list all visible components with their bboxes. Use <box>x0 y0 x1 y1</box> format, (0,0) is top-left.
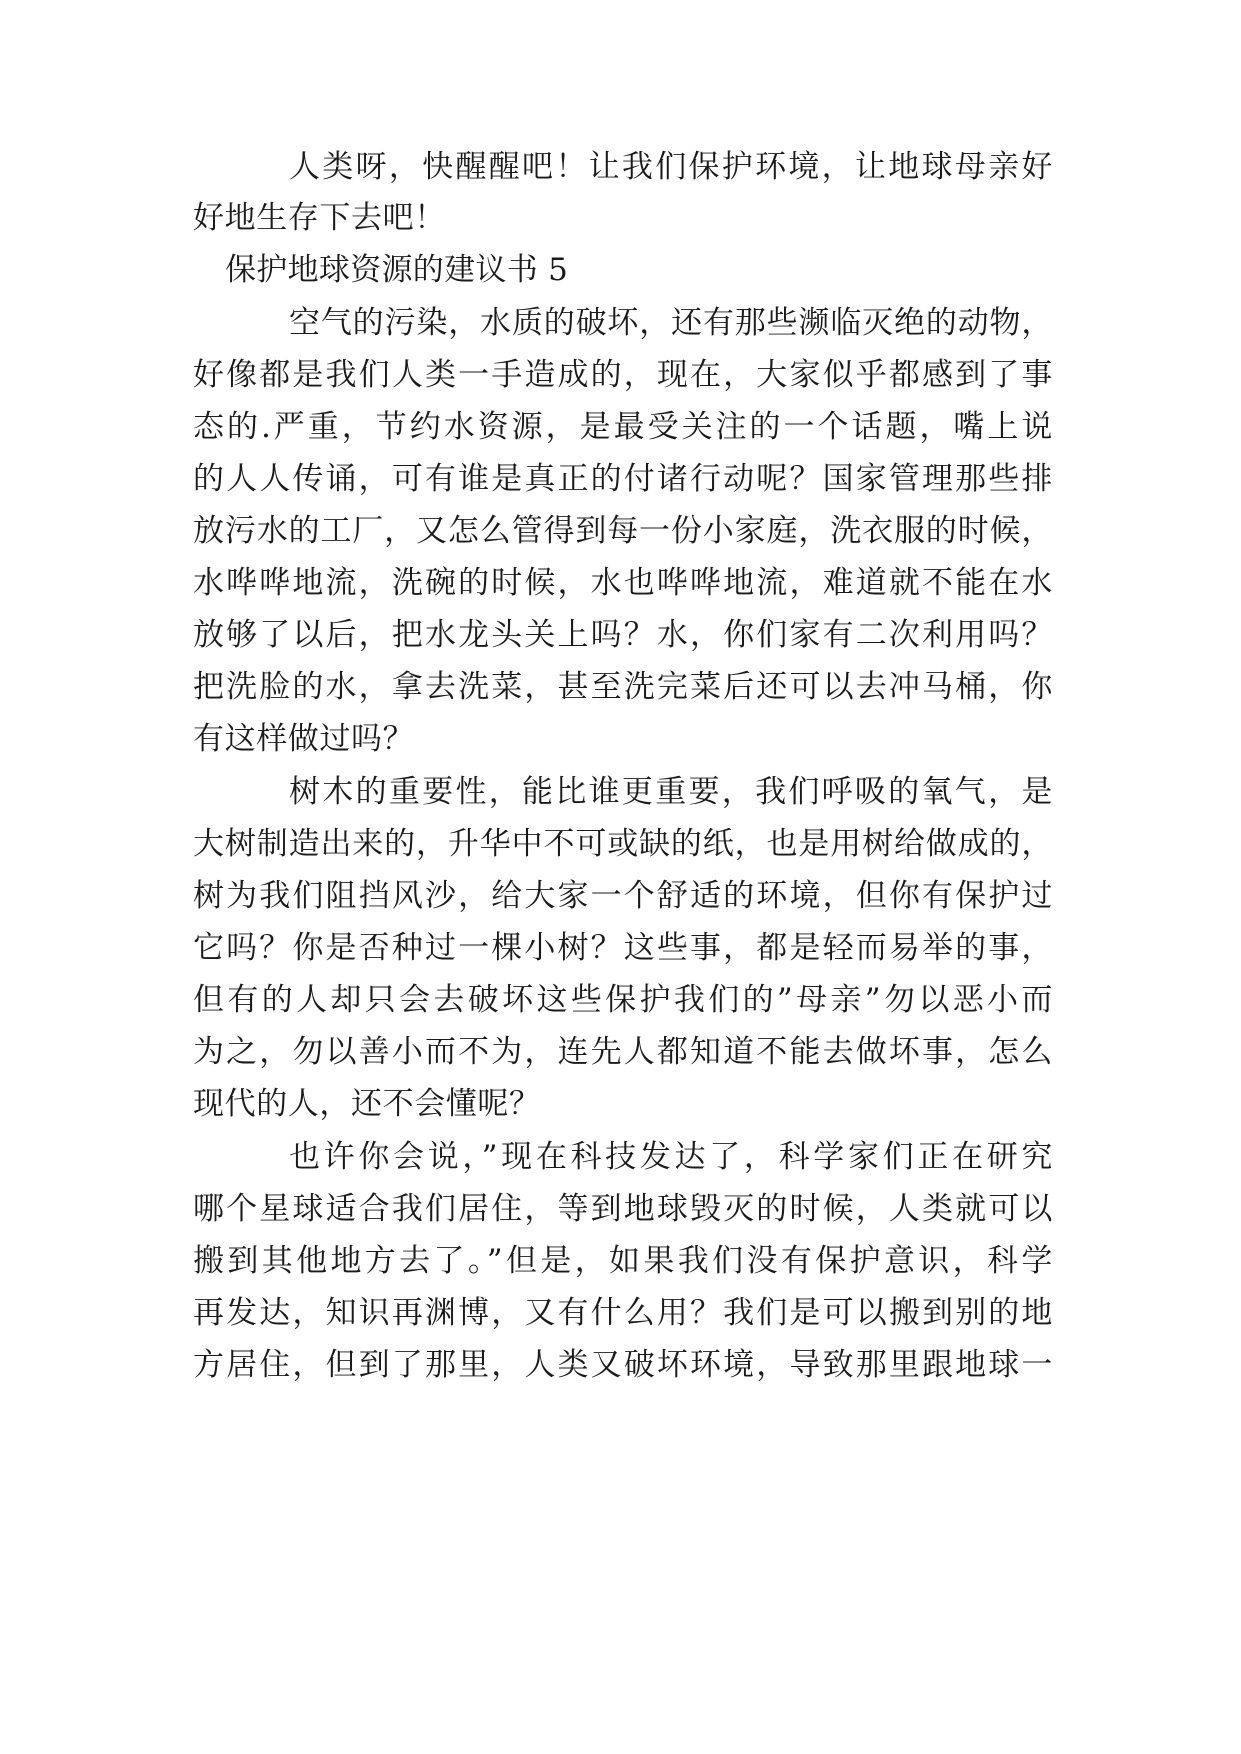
paragraph-line: 哪个星球适合我们居住，等到地球毁灭的时候，人类就可以 <box>193 1191 1053 1227</box>
paragraph-line: 空气的污染，水质的破坏，还有那些濒临灭绝的动物， <box>289 305 1053 341</box>
paragraph-line: 人类呀，快醒醒吧！让我们保护环境，让地球母亲好 <box>289 149 1053 185</box>
paragraph-line: 为之，勿以善小而不为，连先人都知道不能去做坏事，怎么 <box>193 1034 1053 1070</box>
paragraph-line: 搬到其他地方去了。”但是，如果我们没有保护意识，科学 <box>193 1243 1053 1279</box>
paragraph-line: 树为我们阻挡风沙，给大家一个舒适的环境，但你有保护过 <box>193 878 1053 914</box>
paragraph-line: 有这样做过吗？ <box>193 721 415 757</box>
paragraph-line: 再发达，知识再渊博，又有什么用？我们是可以搬到别的地 <box>193 1295 1053 1331</box>
paragraph-line: 也许你会说，”现在科技发达了，科学家们正在研究 <box>289 1139 1053 1175</box>
paragraph-line: 放污水的工厂，又怎么管得到每一份小家庭，洗衣服的时候， <box>193 513 1053 549</box>
paragraph-line: 水哗哗地流，洗碗的时候，水也哗哗地流，难道就不能在水 <box>193 565 1053 601</box>
paragraph-line: 的人人传诵，可有谁是真正的付诸行动呢？国家管理那些排 <box>193 461 1053 497</box>
paragraph-line: 把洗脸的水，拿去洗菜，甚至洗完菜后还可以去冲马桶，你 <box>193 669 1053 705</box>
paragraph-line: 它吗？你是否种过一棵小树？这些事，都是轻而易举的事， <box>193 930 1053 966</box>
paragraph-line: 好像都是我们人类一手造成的，现在，大家似乎都感到了事 <box>193 357 1053 393</box>
paragraph-line: 放够了以后，把水龙头关上吗？水，你们家有二次利用吗？ <box>193 617 1053 653</box>
paragraph-line: 树木的重要性，能比谁更重要，我们呼吸的氧气，是 <box>289 774 1053 810</box>
paragraph-line: 方居住，但到了那里，人类又破坏环境，导致那里跟地球一 <box>193 1347 1053 1383</box>
paragraph-line: 态的.严重，节约水资源，是最受关注的一个话题，嘴上说 <box>193 409 1053 445</box>
paragraph-line: 好地生存下去吧！ <box>193 200 446 236</box>
section-heading: 保护地球资源的建议书 5 <box>225 252 569 288</box>
paragraph-line: 现代的人，还不会懂呢？ <box>193 1086 541 1122</box>
paragraph-line: 但有的人却只会去破坏这些保护我们的”母亲”勿以恶小而 <box>193 982 1053 1018</box>
paragraph-line: 大树制造出来的，升华中不可或缺的纸，也是用树给做成的， <box>193 826 1053 862</box>
